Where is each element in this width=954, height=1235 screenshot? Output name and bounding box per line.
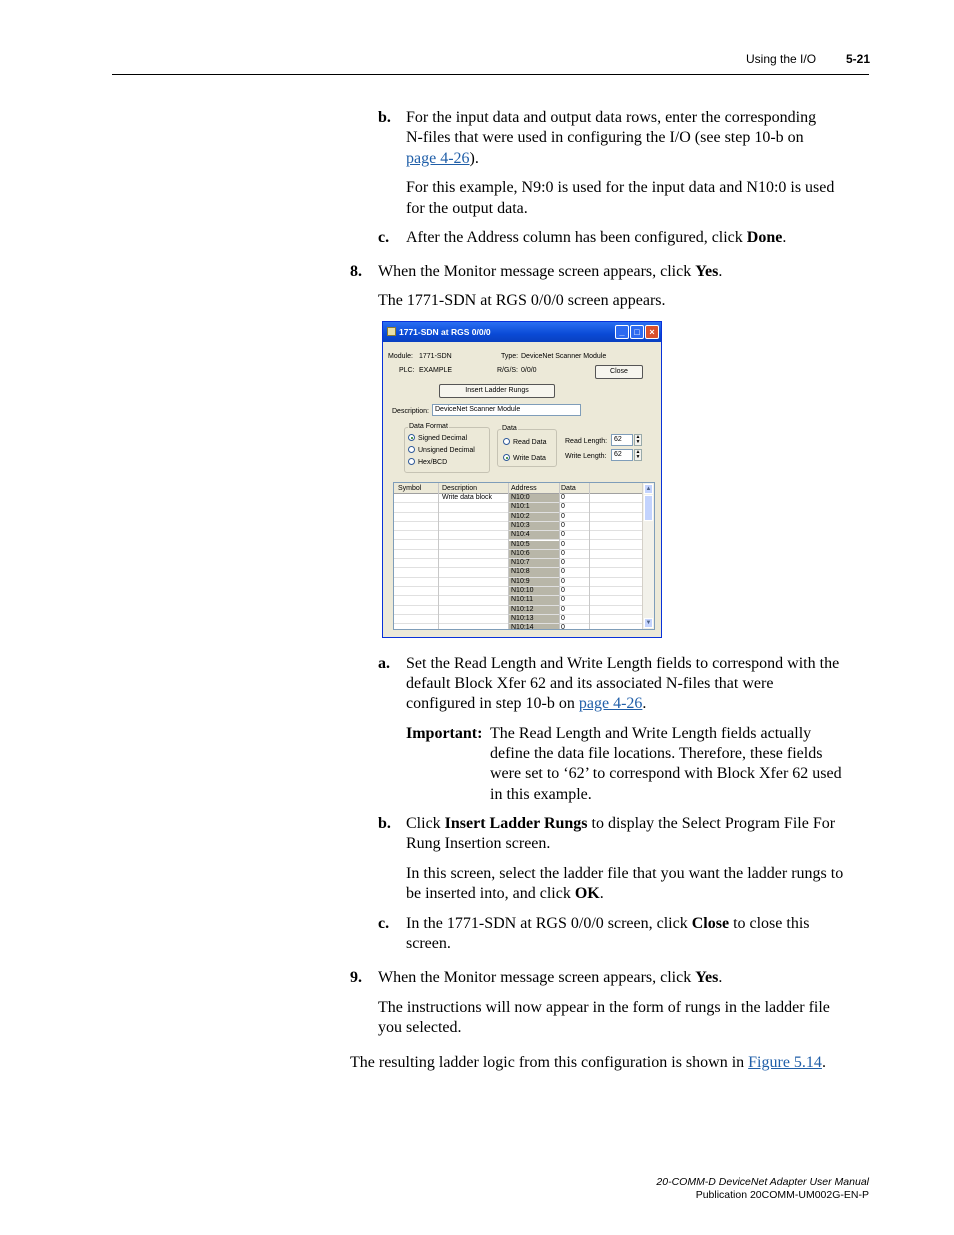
unsigned-decimal-label: Unsigned Decimal [418,447,475,454]
table-cell-data: 0 [561,587,565,594]
table-row[interactable] [394,587,644,596]
step-8b-note-line-2: be inserted into, and click OK. [406,885,604,902]
scroll-thumb[interactable] [644,495,653,521]
table-row[interactable] [394,550,644,559]
table-cell-data: 0 [561,605,565,613]
column-header-data: Data [561,485,576,492]
table-row[interactable] [394,615,644,624]
table-cell-data: 0 [561,624,565,630]
table-cell-address: N10:7 [511,559,530,567]
step-8-text: When the Monitor message screen appears, click Yes. [378,263,723,280]
table-cell-address: N10:2 [511,512,530,520]
step-8a-label: a. [378,655,390,672]
table-row[interactable] [394,559,644,568]
hex-bcd-label: Hex/BCD [418,459,448,466]
read-length-field[interactable]: 62 [611,434,633,446]
step-8b-label: b. [378,815,391,832]
write-data-label: Write Data [513,455,546,462]
module-label: Module: [388,353,413,360]
table-cell-address: N10:10 [511,587,534,594]
step-8a-line-1: Set the Read Length and Write Length fields to correspond with the [406,655,840,672]
step-8b-note-line-1: In this screen, select the ladder file that you want the ladder rungs to [406,865,844,882]
step-8c-line-1: In the 1771-SDN at RGS 0/0/0 screen, click Close to close this [406,915,810,932]
table-cell-address: N10:3 [511,521,530,529]
step-7b-note-line-1: For this example, N9:0 is used for the input data and N10:0 is used [406,179,835,196]
step-9-text: When the Monitor message screen appears, click Yes. [378,969,723,986]
table-cell-data: 0 [561,512,565,520]
step-9-label: 9. [350,969,362,986]
close-button[interactable]: Close [595,365,643,379]
signed-decimal-radio[interactable] [408,434,415,441]
table-cell-data: 0 [561,494,565,501]
rgs-label: R/G/S: [497,367,519,374]
dialog-title: 1771-SDN at RGS 0/0/0 [399,327,491,337]
minimize-icon[interactable]: _ [615,325,629,339]
step-9-note-line-2: you selected. [378,1019,462,1036]
column-divider [508,483,509,629]
rgs-value: 0/0/0 [521,367,537,374]
data-table[interactable] [393,482,655,630]
step-8c-label: c. [378,915,390,932]
table-cell-data: 0 [561,521,565,529]
app-icon [387,327,396,336]
figure-5-14-link[interactable]: Figure 5.14 [748,1054,822,1071]
important-line-4: in this example. [490,786,592,803]
step-7b-line-3-tail: ). [469,150,479,167]
column-header-description: Description [442,485,478,492]
read-data-label: Read Data [513,439,547,446]
table-row[interactable] [394,596,644,605]
page-4-26-link[interactable]: page 4-26 [406,150,470,167]
table-cell-data: 0 [561,568,565,576]
write-data-radio[interactable] [503,454,510,461]
close-icon[interactable]: × [645,325,659,339]
write-length-stepper[interactable]: ▲ ▼ [635,449,641,460]
column-header-address: Address [511,485,537,492]
description-field[interactable]: DeviceNet Scanner Module [432,404,581,416]
signed-decimal-label: Signed Decimal [418,435,468,442]
table-row[interactable] [394,568,644,577]
read-length-stepper[interactable]: ▲ ▼ [635,434,641,445]
header-rule [112,74,869,75]
table-row[interactable] [394,578,644,587]
table-row[interactable] [394,522,644,531]
data-format-group-title: Data Format [409,423,448,430]
table-cell-address: N10:1 [511,503,530,511]
table-cell-address: N10:9 [511,577,530,585]
table-cell-address: N10:14 [511,624,534,630]
table-cell-data: 0 [561,549,565,557]
table-row[interactable] [394,541,644,550]
step-8-label: 8. [350,263,362,280]
running-header-section: Using the I/O [746,52,817,66]
table-row[interactable] [394,606,644,615]
table-row[interactable] [394,503,644,512]
dialog-titlebar [383,322,661,342]
step-7c-text: After the Address column has been configured, click Done. [406,229,787,246]
scroll-down-icon[interactable]: ▼ [645,620,652,626]
table-row[interactable] [394,513,644,522]
column-divider [559,483,560,629]
step-8a-line-2: default Block Xfer 62 and its associated N-files that were [406,675,774,692]
table-cell-data: 0 [561,503,565,511]
step-7b-line-2: N-files that were used in configuring the I/O (see step 10-b on [406,129,804,146]
read-length-label: Read Length: [565,438,608,445]
closing-paragraph: The resulting ladder logic from this configuration is shown in Figure 5.14. [350,1054,826,1071]
table-row[interactable] [394,531,644,540]
plc-value: EXAMPLE [419,367,453,374]
sdn-dialog-window [382,321,662,638]
type-label: Type: [501,353,519,360]
table-cell-address: N10:8 [511,568,530,576]
table-cell-address: N10:0 [511,494,530,501]
table-header [394,483,644,494]
column-divider [589,483,590,629]
column-divider [438,483,439,629]
table-cell-address: N10:11 [511,596,534,604]
type-value: DeviceNet Scanner Module [521,353,607,360]
step-8a-line-3: configured in step 10-b on page 4-26. [406,695,647,712]
insert-ladder-rungs-button[interactable]: Insert Ladder Rungs [439,384,555,398]
data-group-title: Data [502,425,517,432]
important-line-2: define the data file locations. Therefore, these fields [490,745,823,762]
table-cell-data: 0 [561,559,565,567]
maximize-icon[interactable]: □ [630,325,644,339]
step-7b-line-3 [406,149,479,170]
write-length-label: Write Length: [565,453,607,460]
plc-label: PLC: [399,367,415,374]
important-line-3: were set to ‘62’ to correspond with Block Xfer 62 used [490,765,842,782]
column-header-symbol: Symbol [398,485,422,492]
page-number: 5-21 [846,52,871,66]
description-label: Description: [392,408,429,415]
page-4-26-link[interactable]: page 4-26 [578,695,643,712]
write-length-field[interactable]: 62 [611,449,633,461]
important-line-1: The Read Length and Write Length fields actually [490,725,812,742]
table-cell-address: N10:13 [511,614,534,622]
table-cell-address: N10:5 [511,540,530,548]
step-7b-label: b. [378,109,391,126]
table-row[interactable] [394,624,644,630]
vertical-scrollbar[interactable] [642,483,654,629]
step-8b-line-2: Rung Insertion screen. [406,835,551,852]
table-cell-address: N10:12 [511,605,534,613]
table-cell-data: 0 [561,614,565,622]
step-8b-line-1: Click Insert Ladder Rungs to display the Select Program File For [406,815,836,832]
hex-bcd-radio[interactable] [408,458,415,465]
footer-publication: Publication 20COMM-UM002G-EN-P [695,1189,869,1201]
table-cell-description: Write data block [442,494,493,501]
table-row[interactable] [394,494,644,503]
table-cell-data: 0 [561,577,565,585]
table-cell-data: 0 [561,531,565,539]
step-8c-line-2: screen. [406,935,451,952]
step-9-note-line-1: The instructions will now appear in the form of rungs in the ladder file [378,999,830,1016]
footer-manual-title: 20-COMM-D DeviceNet Adapter User Manual [656,1176,869,1188]
table-cell-address: N10:6 [511,549,530,557]
scroll-up-icon[interactable]: ▲ [645,486,652,492]
step-7b-line-1: For the input data and output data rows, enter the corresponding [406,109,817,126]
table-cell-data: 0 [561,540,565,548]
step-8-note: The 1771-SDN at RGS 0/0/0 screen appears. [378,292,666,309]
step-7c-label: c. [378,229,390,246]
step-7b-note-line-2: for the output data. [406,200,528,217]
important-label: Important: [406,725,483,742]
table-cell-address: N10:4 [511,531,530,539]
read-data-radio[interactable] [503,438,510,445]
unsigned-decimal-radio[interactable] [408,446,415,453]
table-cell-data: 0 [561,596,565,604]
module-value: 1771-SDN [419,353,452,360]
